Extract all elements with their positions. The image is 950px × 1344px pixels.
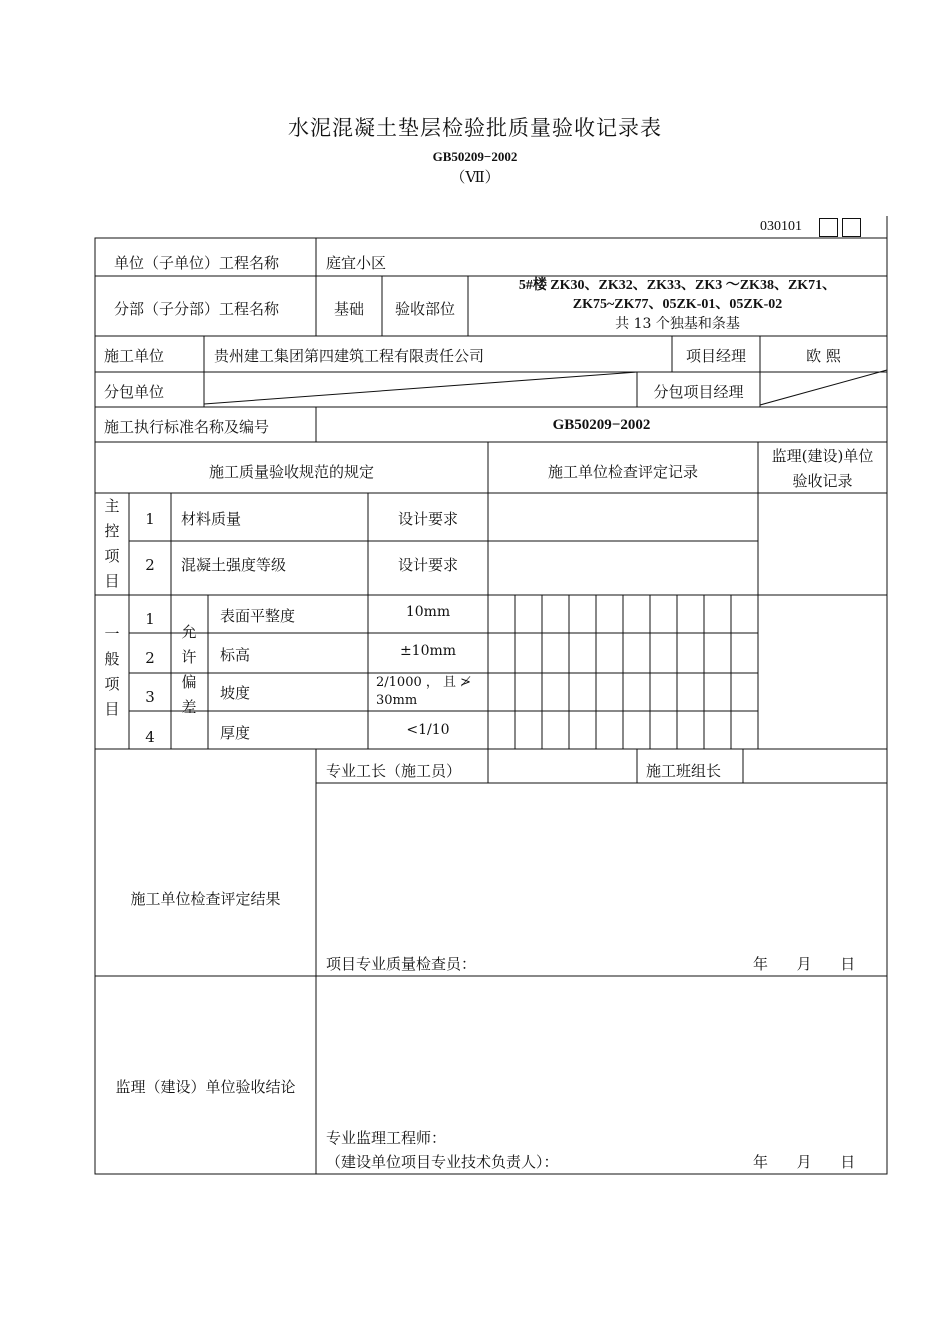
inspection-part-line-1: 5#楼 ZK30、ZK32、ZK33、ZK3 ～ZK38、ZK71、 [518,278,837,293]
supervising-engineer-label: 专业监理工程师： [326,1129,447,1147]
general-item-1-req: 10mm [405,604,451,620]
division-label: 分部（子分部）工程名称 [114,300,280,318]
main-item-2-name: 混凝土强度等级 [181,556,287,574]
general-item-2-name: 标高 [220,646,251,664]
owner-tech-label: （建设单位项目专业技术负责人）： [326,1153,559,1171]
general-item-4-name: 厚度 [220,724,251,742]
general-item-2-no: 2 [145,649,155,667]
team-leader-label: 施工班组长 [646,762,722,780]
supervisor-conclusion-label: 监理（建设）单位验收结论 [115,1078,296,1096]
main-item-1-name: 材料质量 [181,510,242,528]
main-item-1-no: 1 [145,510,155,528]
general-item-1-no: 1 [145,610,155,628]
sub-project-manager-label: 分包项目经理 [653,383,744,401]
contractor-label: 施工单位 [104,347,165,365]
general-item-1-name: 表面平整度 [220,607,296,625]
general-item-3-req-line-2: 30mm [376,693,418,708]
execution-standard-value: GB50209−2002 [552,417,651,433]
execution-standard-label: 施工执行标准名称及编号 [104,418,270,436]
general-item-4-no: 4 [145,728,155,746]
document-title: 水泥混凝土垫层检验批质量验收记录表 [288,116,662,140]
date-label-2: 年 月 日 [753,1153,856,1171]
col-header-supervisor-1: 监理(建设)单位 [771,447,874,465]
subcontractor-label: 分包单位 [104,383,165,401]
main-item-1-req: 设计要求 [397,510,458,528]
standard-code: GB50209−2002 [432,149,518,164]
contractor-value: 贵州建工集团第四建筑工程有限责任公司 [214,347,485,365]
inspection-part-label: 验收部位 [394,300,455,318]
general-item-3-no: 3 [145,688,155,706]
project-manager-value: 欧 熙 [806,347,841,365]
col-header-record: 施工单位检查评定记录 [547,463,698,481]
form-code: 030101 [760,219,802,234]
main-item-2-req: 设计要求 [397,556,458,574]
document-subtitle: （Ⅶ） [450,168,500,186]
general-item-3-name: 坡度 [220,684,251,702]
foreman-label: 专业工长（施工员） [326,762,462,780]
inspection-part-line-3: 共 13 个独基和条基 [615,316,740,332]
general-item-3-req-line-1: 2/1000 ， 且 ≯ [376,675,472,690]
contractor-result-label: 施工单位检查评定结果 [130,890,281,908]
col-header-supervisor-2: 验收记录 [792,472,853,490]
general-item-2-req: ±10mm [399,643,457,659]
general-item-4-req: <1/10 [406,722,450,738]
unit-project-label: 单位（子单位）工程名称 [114,254,280,272]
qc-inspector-label: 项目专业质量检查员： [326,955,477,973]
inspection-part-line-2: ZK75~ZK77、05ZK-01、05ZK-02 [572,297,783,312]
project-manager-label: 项目经理 [685,347,746,365]
col-header-spec: 施工质量验收规范的规定 [208,463,374,481]
unit-project-value: 庭宜小区 [326,254,387,272]
division-value: 基础 [333,300,364,318]
general-group-label: 一般项目 [104,625,120,718]
main-item-2-no: 2 [145,556,155,574]
tolerance-group-label: 允许偏差 [181,623,197,716]
main-control-group-label: 主控项目 [104,497,120,590]
date-label-1: 年 月 日 [753,955,856,973]
